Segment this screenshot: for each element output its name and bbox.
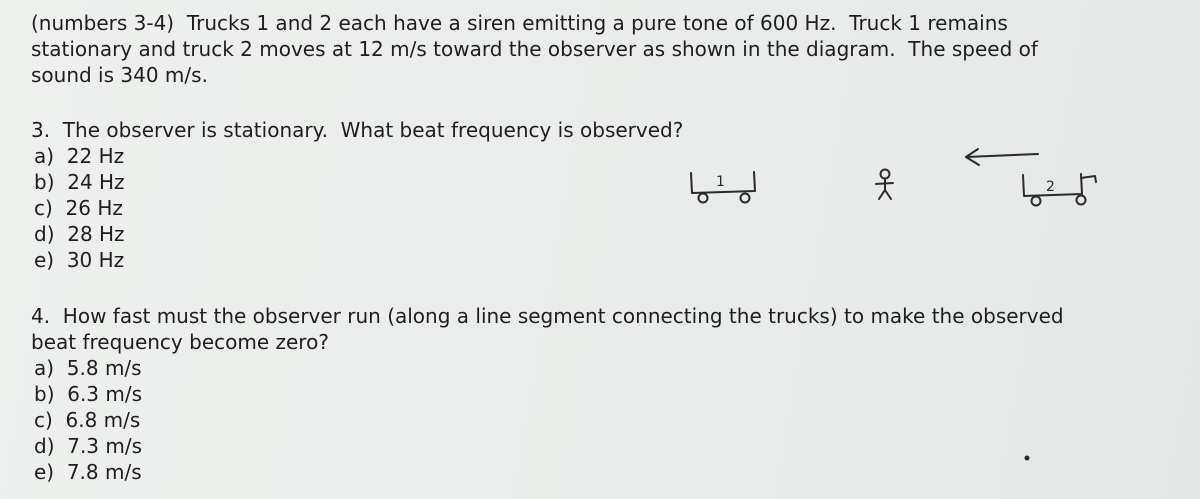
question-3-choice-d: d) 28 Hz bbox=[34, 222, 125, 246]
question-4-prompt-line-2: beat frequency become zero? bbox=[31, 330, 329, 354]
question-3-choice-b: b) 24 Hz bbox=[34, 170, 125, 194]
truck-2-label: 2 bbox=[1046, 179, 1055, 195]
question-4-choice-c: c) 6.8 m/s bbox=[34, 408, 141, 432]
velocity-arrow bbox=[966, 149, 1038, 165]
truck-1-sketch bbox=[691, 172, 755, 203]
question-4-prompt-line-1: 4. How fast must the observer run (along a line segment connecting the trucks) to make the observed bbox=[31, 304, 1064, 328]
question-4-choice-d: d) 7.3 m/s bbox=[34, 434, 143, 458]
question-3-choice-e: e) 30 Hz bbox=[34, 248, 125, 272]
truck-1-label: 1 bbox=[716, 174, 725, 190]
observer-stick-figure bbox=[876, 170, 893, 200]
question-4-choice-e: e) 7.8 m/s bbox=[34, 460, 142, 484]
intro-line-1: (numbers 3-4) Trucks 1 and 2 each have a siren emitting a pure tone of 600 Hz. Truck 1 remains bbox=[31, 11, 1008, 35]
intro-line-2: stationary and truck 2 moves at 12 m/s toward the observer as shown in the diagram. The speed of bbox=[31, 37, 1038, 61]
question-4-choice-b: b) 6.3 m/s bbox=[34, 382, 143, 406]
question-4-choice-a: a) 5.8 m/s bbox=[34, 356, 142, 380]
truck-2-sketch bbox=[1023, 174, 1096, 206]
question-3 bbox=[31, 117, 683, 273]
question-3-choice-a: a) 22 Hz bbox=[34, 144, 125, 168]
question-4 bbox=[31, 303, 1181, 485]
question-3-prompt: 3. The observer is stationary. What beat frequency is observed? bbox=[31, 118, 684, 142]
problem-intro bbox=[31, 10, 1171, 88]
intro-line-3: sound is 340 m/s. bbox=[31, 63, 208, 87]
question-3-choice-c: c) 26 Hz bbox=[34, 196, 123, 220]
